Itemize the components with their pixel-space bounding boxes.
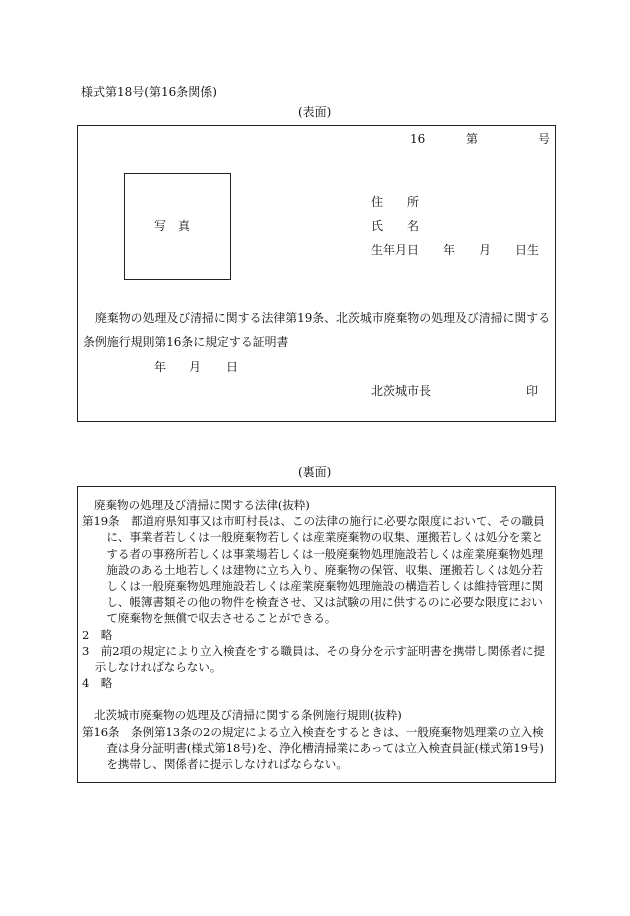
certificate-statement-line1: 廃棄物の処理及び清掃に関する法律第19条、北茨城市廃棄物の処理及び清掃に関する xyxy=(95,311,551,325)
issuer-label: 北茨城市長 xyxy=(371,384,432,398)
seal-label: 印 xyxy=(526,384,539,398)
issue-day-label: 日 xyxy=(226,360,239,374)
law-article-19: 第19条 都道府県知事又は市町村長は、この法律の施行に必要な限度において、その職員に、事業者若しくは一般廃棄物若しくは産業廃棄物の収集、運搬若しくは処分を業とする者の事務所若しくは事業場若しくは一般廃棄物処理施設若しくは産業廃棄物処理施設のある土地若しくは建物に立ち入り、廃棄物の保管、収集、運搬若しくは処分若しくは一般廃棄物処理施設若しくは産業廃棄物処理施設の構造若しくは維持管理に関し、帳簿書類その他の物件を検査させ、又は試験の用に供するのに必要な限度において廃棄物を無償で収去させることができる。 xyxy=(82,514,545,626)
issue-month-label: 月 xyxy=(189,360,202,374)
photo-label: 写 真 xyxy=(154,219,191,233)
rule-excerpt-heading: 北茨城市廃棄物の処理及び清掃に関する条例施行規則(抜粋) xyxy=(94,708,402,723)
law-excerpt-heading: 廃棄物の処理及び清掃に関する法律(抜粋) xyxy=(94,498,310,512)
back-side-label: (裏面) xyxy=(298,465,332,479)
law-item-2: 2 略 xyxy=(82,627,113,642)
certificate-number-dai: 第 xyxy=(466,132,479,146)
law-item-3: 3 前2項の規定により立入検査をする職員は、その身分を示す証明書を携帯し関係者に提示しなければならない。 xyxy=(82,643,545,675)
certificate-statement-line2: 条例施行規則第16条に規定する証明書 xyxy=(83,335,289,349)
birth-day-label: 日生 xyxy=(515,243,540,257)
law-item-4: 4 略 xyxy=(82,676,113,691)
birth-date-label: 生年月日 xyxy=(371,243,420,257)
issue-year-label: 年 xyxy=(154,360,167,374)
form-title: 様式第18号(第16条関係) xyxy=(81,85,217,99)
rule-article-16: 第16条 条例第13条の2の規定による立入検査をするときは、一般廃棄物処理業の立入検査は身分証明書(様式第18号)を、浄化槽清掃業にあっては立入検査員証(様式第19号)を携帯し、関係者に提示しなければならない。 xyxy=(82,724,544,772)
address-label: 住 所 xyxy=(371,195,420,209)
certificate-number-go: 号 xyxy=(538,132,551,146)
certificate-number-prefix: 16 xyxy=(410,132,426,146)
birth-month-label: 月 xyxy=(479,243,492,257)
back-excerpt-text xyxy=(82,497,552,772)
name-label: 氏 名 xyxy=(371,219,420,233)
birth-year-label: 年 xyxy=(443,243,456,257)
front-side-label: (表面) xyxy=(298,105,332,119)
